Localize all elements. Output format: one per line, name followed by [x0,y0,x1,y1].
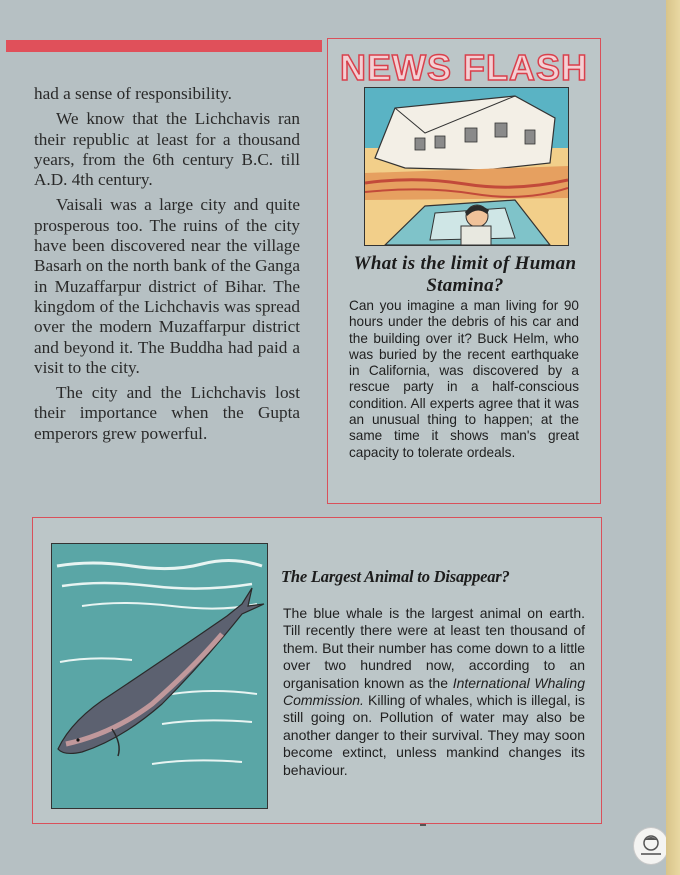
red-header-bar [6,40,322,52]
paragraph-2: We know that the Lichchavis ran their republic at least for a thousand years, from the 6th century B.C. till A.D. 4th century. [34,109,300,190]
left-article-column [34,84,300,444]
news-flash-heading: What is the limit of Human Stamina? [353,253,577,296]
paragraph-4: The city and the Lichchavis lost their importance when the Gupta emperors grew powerful. [34,383,300,443]
whale-article-box [32,517,602,824]
whale-body-part-1: The blue whale is the largest animal on earth. Till recently there were at least ten thousand of them. But their number has come down to a little over two hundred now, according to an organisation known as the [283,605,585,691]
printer-mark [420,824,426,826]
whale-illustration [51,543,268,809]
paragraph-3: Vaisali was a large city and quite prosperous too. The ruins of the city have been discovered near the village Basarh on the north bank of the Ganga in Muzaffarpur district of Bihar. The kingdom of the Lichchavis was spread over the modern Muzaffarpur district and beyond it. The Buddha had paid a visit to the city. [34,195,300,377]
paragraph-1: had a sense of responsibility. [34,84,232,103]
news-flash-title: NEWS FLASH [340,47,588,88]
earthquake-illustration [364,87,569,246]
whale-body-organisation: International Whaling Commission. [283,674,585,709]
whale-article-body [283,605,585,779]
whale-body-part-2: Killing of whales, which is illegal, is still going on. Pollution of water may also be another danger to their survival. They may soon become extinct, unless mankind changes its behaviour. [283,692,585,778]
scanner-logo-icon [633,827,669,865]
whale-article-heading: The Largest Animal to Disappear? [281,567,510,586]
news-flash-body: Can you imagine a man living for 90 hours under the debris of his car and the building over it? Buck Helm, who was buried by the recent earthquake in California, was discovered by a rescue party in a half-conscious condition. All experts agree that it was an unusual thing to happen; at the same time it shows man's great capacity to tolerate ordeals. [349,298,579,460]
news-flash-box [327,38,601,504]
page-edge [666,0,680,875]
